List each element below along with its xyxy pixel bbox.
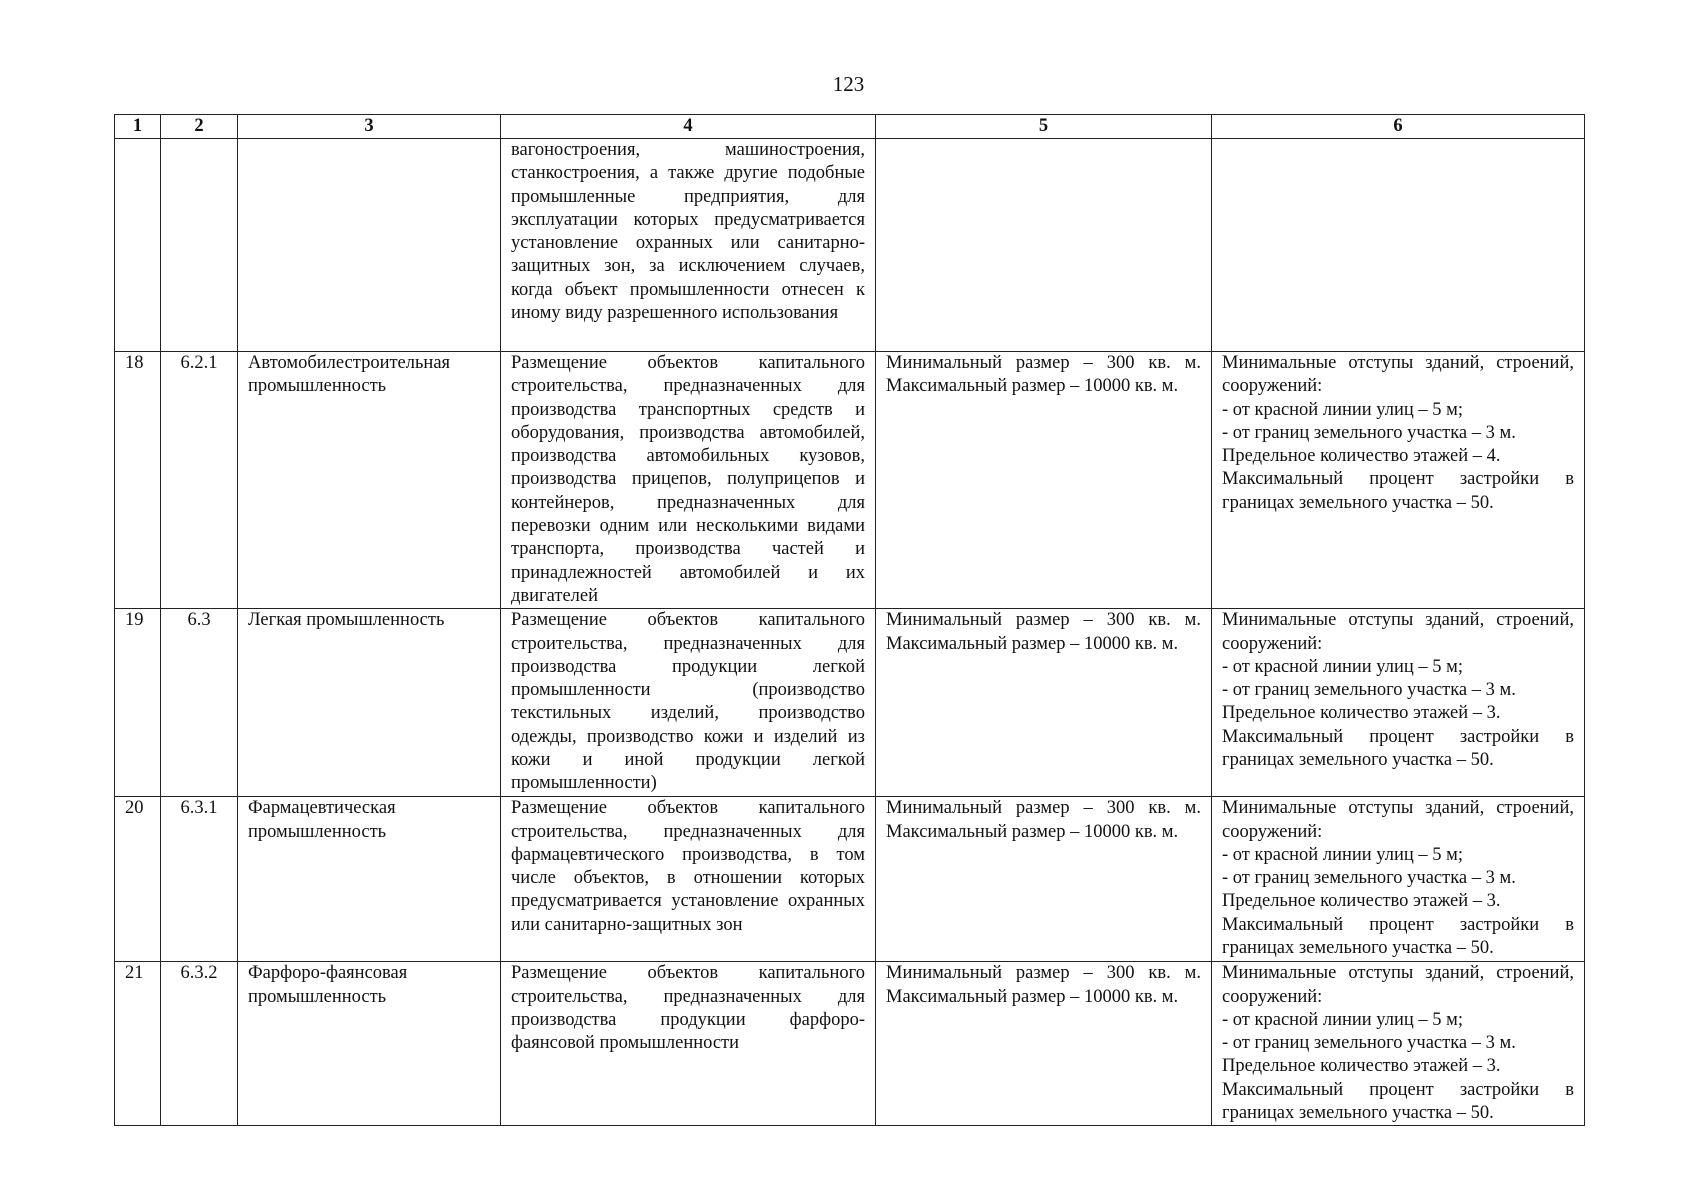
param-plot-border: - от границ земельного участка – 3 м. [1222, 680, 1516, 701]
column-header: 3 [238, 115, 501, 139]
row-name: Автомобилестроительная промышленность [238, 352, 501, 609]
param-setbacks: Минимальные отступы зданий, строений, сооружений: [1222, 798, 1574, 842]
header-row [115, 115, 1585, 139]
param-red-line: - от красной линии улиц – 5 м; [1222, 656, 1463, 677]
param-red-line: - от красной линии улиц – 5 м; [1222, 844, 1463, 865]
param-coverage: Максимальный процент застройки в границах земельного участка – 50. [1222, 726, 1574, 771]
param-plot-border: - от границ земельного участка – 3 м. [1222, 422, 1516, 443]
param-setbacks: Минимальные отступы зданий, строений, сооружений: [1222, 610, 1574, 654]
row-code: 6.3.2 [161, 962, 238, 1126]
row-code: 6.2.1 [161, 352, 238, 609]
row-sizes: Минимальный размер – 300 кв. м. Максимальный размер – 10000 кв. м. [876, 797, 1212, 962]
row-number: 18 [115, 352, 161, 609]
column-header: 6 [1212, 115, 1585, 139]
row-description: Размещение объектов капитального строительства, предназначенных для производства продукции фарфоро-фаянсовой промышленности [501, 962, 876, 1126]
row-sizes [876, 139, 1212, 352]
row-description: вагоностроения, машиностроения, станкостроения, а также другие подобные промышленные предприятия, для эксплуатации которых предусматривается установление охранных или санитарно-защитных зон, за исключением случаев, когда объект промышленности отнесен к иному виду разрешенного использования [501, 139, 876, 352]
row-name: Фармацевтическая промышленность [238, 797, 501, 962]
row-params [1212, 962, 1585, 1126]
row-params [1212, 797, 1585, 962]
table-row [115, 962, 1585, 1126]
param-floors: Предельное количество этажей – 3. [1222, 703, 1501, 724]
row-params [1212, 352, 1585, 609]
row-description: Размещение объектов капитального строительства, предназначенных для фармацевтического производства, в том числе объектов, в отношении которых предусматривается установление охранных или санитарно-защитных зон [501, 797, 876, 962]
row-code [161, 139, 238, 352]
column-header: 4 [501, 115, 876, 139]
param-red-line: - от красной линии улиц – 5 м; [1222, 1009, 1463, 1030]
table-row [115, 139, 1585, 352]
column-header: 2 [161, 115, 238, 139]
row-sizes: Минимальный размер – 300 кв. м. Максимальный размер – 10000 кв. м. [876, 962, 1212, 1126]
row-name: Фарфоро-фаянсовая промышленность [238, 962, 501, 1126]
param-coverage: Максимальный процент застройки в границах земельного участка – 50. [1222, 469, 1574, 513]
row-params [1212, 139, 1585, 352]
row-number [115, 139, 161, 352]
row-sizes: Минимальный размер – 300 кв. м. Максимальный размер – 10000 кв. м. [876, 609, 1212, 797]
row-name [238, 139, 501, 352]
row-description: Размещение объектов капитального строительства, предназначенных для производства транспортных средств и оборудования, производства автомобилей, производства автомобильных кузовов, производства прицепов, полуприцепов и контейнеров, предназначенных для перевозки одним или несколькими видами транспорта, производства частей и принадлежностей автомобилей и их двигателей [501, 352, 876, 609]
param-floors: Предельное количество этажей – 3. [1222, 891, 1501, 912]
row-code: 6.3 [161, 609, 238, 797]
column-header: 1 [115, 115, 161, 139]
param-red-line: - от красной линии улиц – 5 м; [1222, 399, 1463, 420]
table-row [115, 609, 1585, 797]
row-description: Размещение объектов капитального строительства, предназначенных для производства продукции легкой промышленности (производство текстильных изделий, производство одежды, производство кожи и изделий из кожи и иной продукции легкой промышленности) [501, 609, 876, 797]
param-setbacks: Минимальные отступы зданий, строений, сооружений: [1222, 963, 1574, 1007]
table-row [115, 797, 1585, 962]
row-code: 6.3.1 [161, 797, 238, 962]
row-name: Легкая промышленность [238, 609, 501, 797]
land-use-table [114, 114, 1585, 1126]
param-setbacks: Минимальные отступы зданий, строений, сооружений: [1222, 353, 1574, 397]
param-coverage: Максимальный процент застройки в границах земельного участка – 50. [1222, 914, 1574, 959]
page-number: 123 [832, 72, 865, 96]
param-plot-border: - от границ земельного участка – 3 м. [1222, 868, 1516, 889]
row-sizes: Минимальный размер – 300 кв. м. Максимальный размер – 10000 кв. м. [876, 352, 1212, 609]
row-number: 19 [115, 609, 161, 797]
row-number: 20 [115, 797, 161, 962]
row-params [1212, 609, 1585, 797]
row-number: 21 [115, 962, 161, 1126]
column-header: 5 [876, 115, 1212, 139]
param-floors: Предельное количество этажей – 4. [1222, 446, 1501, 467]
param-coverage: Максимальный процент застройки в границах земельного участка – 50. [1222, 1079, 1574, 1124]
table-row [115, 352, 1585, 609]
param-plot-border: - от границ земельного участка – 3 м. [1222, 1033, 1516, 1054]
param-floors: Предельное количество этажей – 3. [1222, 1056, 1501, 1077]
